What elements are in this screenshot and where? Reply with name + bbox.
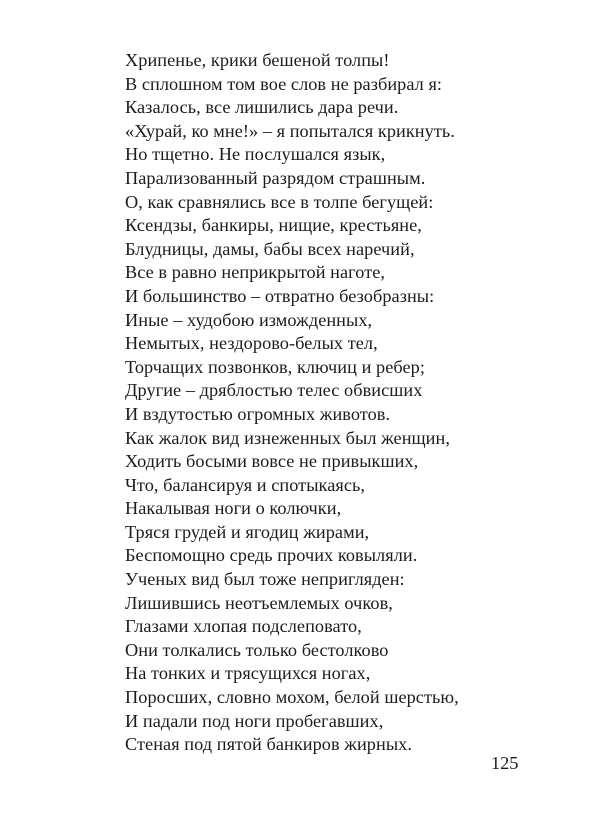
poem-line: Стеная под пятой банкиров жирных. [125,734,412,755]
poem-line: «Хурай, ко мне!» – я попытался крикнуть. [125,120,455,141]
poem-line: Они толкались только бестолково [125,639,389,660]
poem-line: И вздутостью огромных животов. [125,403,391,424]
poem-line: Тряся грудей и ягодиц жирами, [125,521,370,542]
poem-line: Все в равно неприкрытой наготе, [125,262,386,283]
poem-text [125,49,565,757]
poem-line: Глазами хлопая подслеповато, [125,616,362,637]
poem-line: Парализованный разрядом страшным. [125,167,426,188]
poem-line: В сплошном том вое слов не разбирал я: [125,73,443,94]
poem-line: Блудницы, дамы, бабы всех наречий, [125,238,415,259]
poem-line: Поросших, словно мохом, белой шерстью, [125,687,459,708]
poem-line: Немытых, нездорово-белых тел, [125,333,378,354]
page-number: 125 [491,753,519,773]
poem-line: Другие – дряблостью телес обвисших [125,380,423,401]
poem-line: Что, балансируя и спотыкаясь, [125,474,365,495]
poem-line: Ученых вид был тоже непригляден: [125,569,405,590]
poem-line: Беспомощно средь прочих ковыляли. [125,545,418,566]
poem-line: Накалывая ноги о колючки, [125,498,342,519]
poem-line: Торчащих позвонков, ключиц и ребер; [125,356,425,377]
poem-line: И большинство – отвратно безобразны: [125,285,435,306]
poem-line: Хрипенье, крики бешеной толпы! [125,50,390,70]
poem-line: Иные – худобою изможденных, [125,309,373,330]
poem-line: О, как сравнялись все в толпе бегущей: [125,191,434,212]
poem-line: Лишившись неотъемлемых очков, [125,592,393,613]
poem-line: Ксендзы, банкиры, нищие, крестьяне, [125,215,422,236]
poem-line: Казалось, все лишились дара речи. [125,97,399,118]
poem-line: Но тщетно. Не послушался язык, [125,144,386,165]
poem-line: И падали под ноги пробегавших, [125,710,384,731]
poem-line: На тонких и трясущихся ногах, [125,663,371,684]
poem-line: Ходить босыми вовсе не привыкших, [125,451,419,472]
poem-line: Как жалок вид изнеженных был женщин, [125,427,450,448]
